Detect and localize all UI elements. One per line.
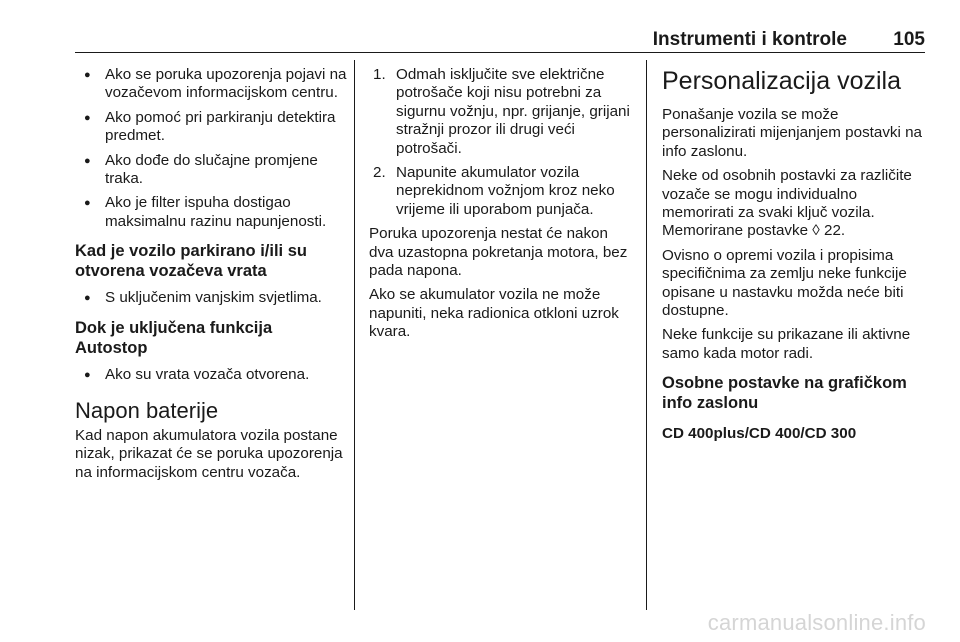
paragraph: Ako se akumulator vozila ne može napuniti, neka radionica otkloni uzrok kvara. xyxy=(369,286,619,341)
autostop-list xyxy=(75,366,347,384)
reference-icon: ◊ xyxy=(812,222,820,240)
paragraph-text: Neke od osobnih postavki za različite vozače se mogu individualno memorirati za svaki ključ vozila. Memorirane postavke xyxy=(662,167,912,240)
subheading-info-display: Osobne postavke na grafičkom info zaslonu xyxy=(662,374,907,413)
paragraph: Poruka upozorenja nestat će nakon dva uzastopna pokretanja motora, bez pada napona. xyxy=(369,225,628,280)
list-item xyxy=(369,66,635,158)
watermark: carmanualsonline.info xyxy=(707,610,926,635)
paragraph xyxy=(662,167,932,241)
step-number: 1. xyxy=(373,66,386,83)
list-item xyxy=(369,164,635,219)
section-title-personalization: Personalizacija vozila xyxy=(662,67,902,95)
paragraph: Ponašanje vozila se može personalizirati mijenjanjem postavki na info zaslonu. xyxy=(662,106,922,160)
step-text: Odmah isključite sve električne potrošače koji nisu potrebni za sigurnu vožnju, npr. grijanje, grijani stražnji prozor ili drugi veći potrošači. xyxy=(396,66,630,157)
column-divider-right xyxy=(646,60,647,610)
list-item: ● Ako su vrata vozača otvorena. xyxy=(75,366,347,384)
page-reference[interactable]: 22. xyxy=(824,222,846,240)
column-right xyxy=(662,66,932,443)
page-number: 105 xyxy=(893,29,925,50)
paragraph: Ovisno o opremi vozila i propisima specifičnima za zemlju neke funkcije opisane u nastavku možda neće biti dostupne. xyxy=(662,246,907,320)
step-text: Napunite akumulator vozila neprekidnom vožnjom kroz neko vrijeme ili uporabom punjača. xyxy=(396,164,615,218)
list-item: ● Ako se poruka upozorenja pojavi na vozačevom informacijskom centru. xyxy=(75,66,347,103)
battery-text: Kad napon akumulatora vozila postane nizak, prikazat će se poruka upozorenja na informacijskom centru vozača. xyxy=(75,427,343,481)
heading-autostop: Dok je uključena funkcija Autostop xyxy=(75,318,273,357)
battery-steps-list xyxy=(369,66,635,219)
column-left xyxy=(75,66,347,488)
warning-conditions-list xyxy=(75,66,347,231)
list-item: ● Ako dođe do slučajne promjene traka. xyxy=(75,152,347,189)
step-number: 2. xyxy=(373,164,386,182)
parked-list xyxy=(75,289,347,307)
chapter-title: Instrumenti i kontrole xyxy=(652,29,847,50)
list-item: ● Ako pomoć pri parkiranju detektira predmet. xyxy=(75,109,347,146)
heading-parked: Kad je vozilo parkirano i/ili su otvorena vozačeva vrata xyxy=(75,242,307,281)
list-item: ● Ako je filter ispuha dostigao maksimalnu razinu napunjenosti. xyxy=(75,194,347,231)
column-divider-left xyxy=(354,60,355,610)
model-heading: CD 400plus/CD 400/CD 300 xyxy=(662,425,857,443)
section-title-battery: Napon baterije xyxy=(75,398,219,424)
column-middle xyxy=(369,66,635,348)
list-item: ● S uključenim vanjskim svjetlima. xyxy=(75,289,347,307)
paragraph: Neke funkcije su prikazane ili aktivne samo kada motor radi. xyxy=(662,326,911,362)
page-header xyxy=(75,22,925,53)
